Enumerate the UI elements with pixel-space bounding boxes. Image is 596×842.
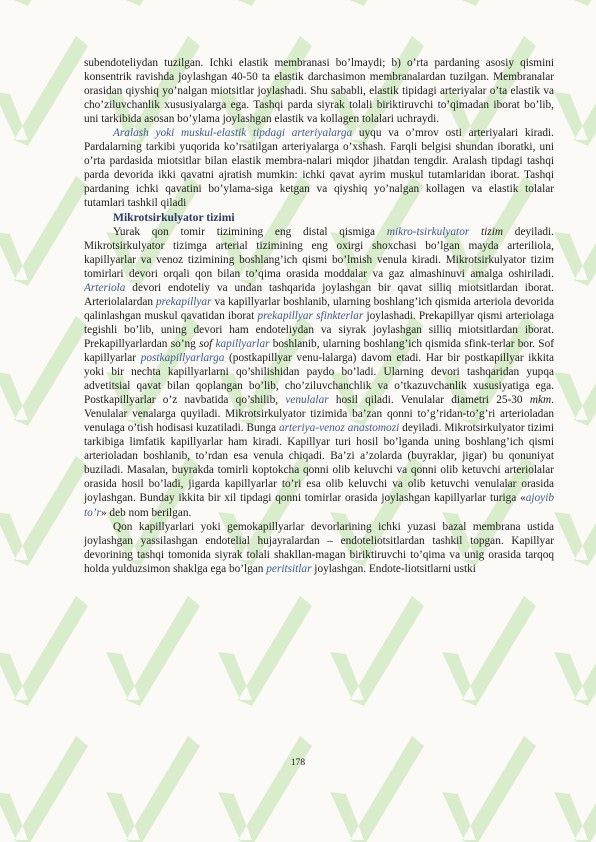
text-run: Qon kapillyarlari yoki gemokapillyarlar devorlarining ichki yuzasi bazal membrana ustida joylashgan yassilashgan endotelial hujayralardan – endoteliotsitlardan tashkil topgan. Kapillyar devorining tashqi tomonida siyrak tolali shakllan-magan biriktiruvchi to’qima va unig orasida tarqoq holda yulduzsimon shaklga ega bo’lgan [84, 520, 554, 575]
text-run: (postkapillyar venu-lalarga) davom etadi. Har bir postkapillyar ikkita yoki bir nechta kapillyarlarni qo’shilishidan paydo bo’ladi. Ularning devori tashqaridan yupqa advetitsial qavat bilan qoplangan bo’lib, cho’ziluvchanchlik va o’tkazuvchanlik xususiyatiga ega. Postkapillyarlar o’z navbatida qo’shilib, [84, 351, 555, 407]
page-body [84, 56, 554, 576]
page-number: 178 [290, 758, 306, 768]
text-run: joylashadi. Prekapillyar qismi arteriolaga tegishli bo’lib, uning devori ham endoteliydan va siyrak joylashgan silliq miotsitlardan iborat. Prekapillyarlardan so’ng [84, 309, 554, 350]
term-highlight: Aralash yoki muskul-elastik tipdagi arteriyalarga [113, 127, 353, 140]
term-highlight: peritsitlar [266, 562, 312, 575]
text-run: uyqu va o’mrov osti arteriyalari kiradi. Pardalarning tarkibi yuqorida ko’rsatilgan arteriyalarga o’xshash. Farqli belgisi shundan iboratki, uni o’rta pardasida miotsitlar bilan elastik membra-nalari miqdor jihatdan tengdir. Aralash tipdagi tashqi parda devorida ikki qavatni ajratish mumkin: ichki qavat ayrim muskul tutamlaridan iborat. Tashqi pardaning ichki qavatini bo’ylama-siga ketgan va qiyshiq yo’nalgan kollagen va elastik tolalar tutamlari tashkil qiladi [84, 127, 554, 210]
term-highlight: venulalar [285, 394, 329, 407]
term-highlight: prekapillyar sfinkterlar [257, 309, 364, 322]
italic-text: tizim [481, 225, 504, 238]
paragraph-hemocapillaries [84, 520, 554, 576]
text-run: joylashgan. Endote-liotsitlarni ustki [311, 562, 476, 575]
term-highlight: prekapillyar [156, 295, 212, 308]
paragraph-elastic-arteries [84, 56, 554, 126]
text-run: deyiladi. Mikrotsirkulyator tizimga arterial tizimining eng oxirgi shoxchasi bo’lgan mayda arteriliola, kapillyarlar va venoz tizimining boshlang’ich qismi bo’lmish venula kiradi. Mikrotsirkulyator tizim tomirlari devori orqali qon bilan to’qima orasida moddalar va gaz almashinuvi amalga oshiriladi. [84, 225, 555, 280]
text-run: devori endoteliy va undan tashqarida joylashgan bir qavat silliq miotsitlardan iborat. Arteriolalardan [84, 281, 554, 308]
text-run: » deb nom berilgan. [100, 506, 192, 519]
text-run: subendoteliydan tuzilgan. Ichki elastik membranasi bo’lmaydi; b) o’rta pardaning asosiy qismini konsentrik ravishda joylashgan 40-50 ta elastik darchasimon membranalardan tuzilgan. Membranalar orasidan qiyshiq yo’nalgan miotsitlar joylashadi. Shu sababli, elastik tipidagi arteriyalar o’ta elastik va cho’ziluvchanlik xususiyalarga ega. Tashqi parda siyrak tolali biriktiruvchi to’qimadan iborat bo’lib, uni tarkibida asosan bo’ylama joylashgan elastik va kollagen tolalari uchraydi. [84, 57, 554, 126]
paragraph-mixed-arteries [84, 126, 554, 210]
text-run: va kapillyarlar boshlanib, ularning boshlang’ich qismida arteriola devorida qalinlashgan muskul qavatidan iborat [84, 295, 554, 322]
section-heading: Mikrotsirkulyator tizimi [113, 210, 235, 224]
text-run [469, 226, 481, 238]
text-run: Yurak qon tomir tizimining eng distal qismiga [113, 225, 387, 238]
term-highlight: mikro-tsirkulyator [386, 225, 470, 238]
term-highlight: postkapillyarlarga [140, 351, 225, 364]
term-highlight: ajoyib to’r [84, 492, 554, 519]
text-run: boshlanib, ularning boshlang’ich qismida sfink-terlar bor. Sof kapillyarlar [84, 337, 554, 364]
paragraph-microcirculation [84, 225, 554, 520]
italic-text: mkm [529, 394, 552, 407]
term-highlight: Arteriola [84, 281, 126, 294]
text-run: deyiladi. Mikrotsirkulyator tizimi tarkibiga limfatik kapillyarlar ham kiradi. Kapillyar turi hosil bo’lganda uning boshlang’ich qismi arterioladan boshlanib, to’rdan esa venula chiqadi. Ba’zi a’zolarda (buyraklar, jigar) bu qonuniyat buziladi. Masalan, buyrakda tomirli koptokcha qonni olib keluvchi va qonni olib ketuvchi arteriolalar orasida hosil bo’ladi, jigarda kapillyarlar to’ri esa olib keluvchi va olib ketuvchi venulalar orasida joylashgan. Bunday ikkita bir xil tipdagi qonni tomirlar orasida joylashgan kapillyarlar turiga « [84, 422, 554, 505]
term-highlight: arteriya-venoz anastomozi [278, 422, 400, 435]
text-run: hosil qiladi. Venulalar diametri 25-30 [328, 394, 530, 407]
italic-text: sof [199, 337, 213, 350]
term-highlight: kapillyarlar [215, 337, 270, 350]
text-run: . Venulalar venalarga quyiladi. Mikrotsirkulyator tizimida ba’zan qonni to’g’ridan-to’g’ri arterioladan venulaga o’tish hodisasi kuzatiladi. Bunga [84, 394, 554, 435]
